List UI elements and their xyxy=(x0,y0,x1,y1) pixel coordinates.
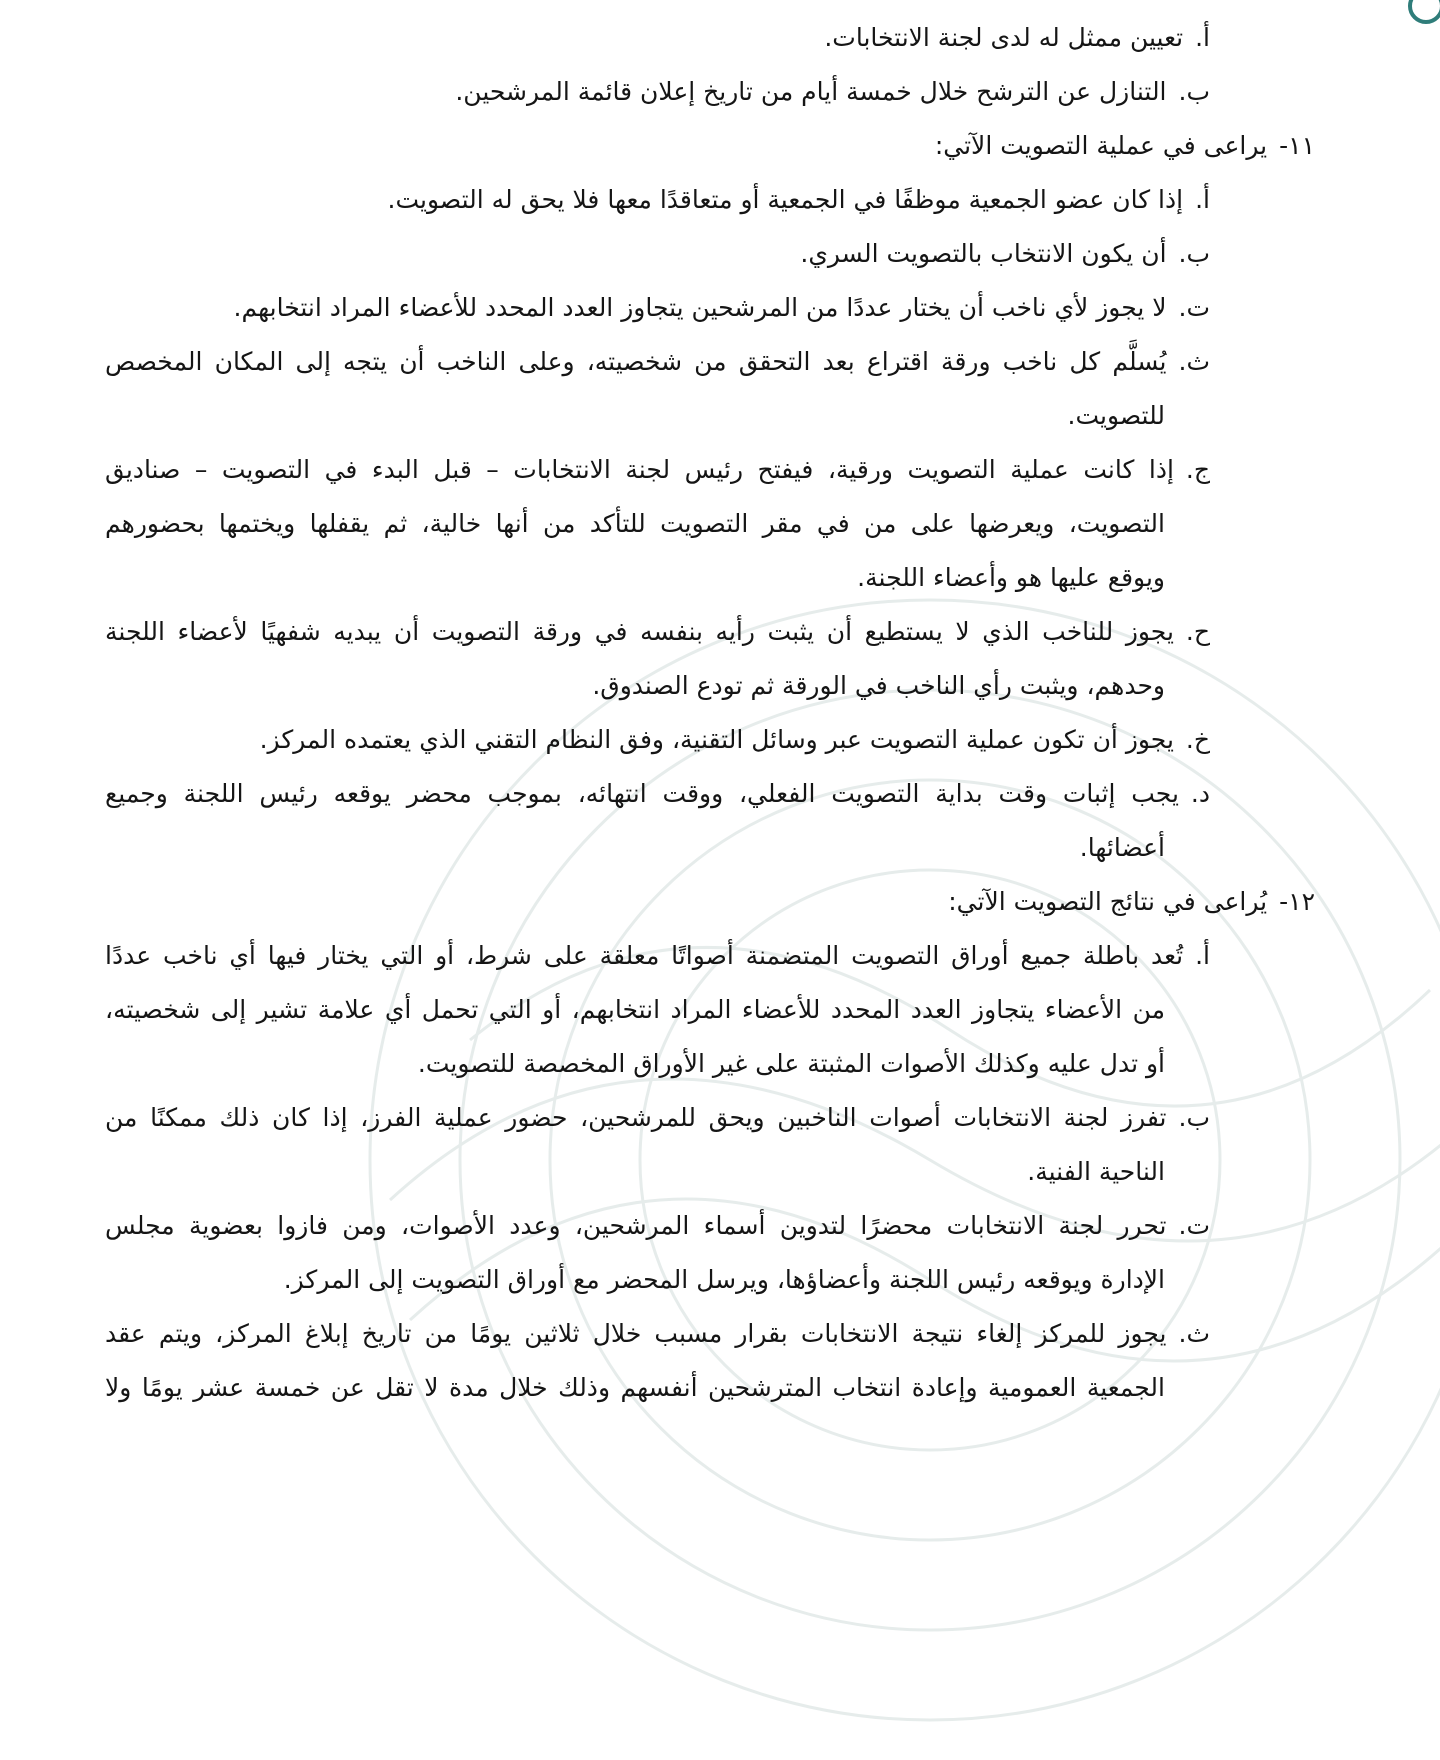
doc-line xyxy=(105,776,1210,812)
doc-line xyxy=(824,20,1210,56)
item-label: أ. xyxy=(1195,23,1210,52)
item-text: إذا كانت عملية التصويت ورقية، فيفتح رئيس لجنة الانتخابات – قبل البدء في التصويت – صناديق xyxy=(105,455,1174,484)
clause-text: يراعى في عملية التصويت الآتي: xyxy=(934,131,1268,160)
doc-line xyxy=(260,722,1210,758)
clause-heading-11 xyxy=(935,128,1315,164)
item-label: ت. xyxy=(1178,293,1210,322)
item-text: يُسلَّم كل ناخب ورقة اقتراع بعد التحقق من شخصيته، وعلى الناخب أن يتجه إلى المكان المخصص xyxy=(105,347,1167,376)
doc-line-continuation xyxy=(284,1262,1165,1298)
doc-line-continuation xyxy=(105,992,1165,1028)
item-text: أعضائها. xyxy=(1079,833,1165,862)
item-text: يجوز للناخب الذي لا يستطيع أن يثبت رأيه بنفسه في ورقة التصويت أن يبديه شفهيًا لأعضاء اللجنة xyxy=(105,617,1174,646)
item-label: أ. xyxy=(1195,185,1210,214)
item-label: ث. xyxy=(1178,347,1210,376)
doc-line-continuation xyxy=(857,560,1165,596)
clause-text: يُراعى في نتائج التصويت الآتي: xyxy=(948,887,1268,916)
item-label: خ. xyxy=(1185,725,1210,754)
item-text: أن يكون الانتخاب بالتصويت السري. xyxy=(800,239,1167,268)
item-label: ث. xyxy=(1178,1319,1210,1348)
item-text: وحدهم، ويثبت رأي الناخب في الورقة ثم تودع الصندوق. xyxy=(592,671,1165,700)
doc-line-continuation xyxy=(1068,398,1166,434)
doc-line-continuation xyxy=(105,1370,1165,1406)
item-text: الإدارة ويوقعه رئيس اللجنة وأعضاؤها، ويرسل المحضر مع أوراق التصويت إلى المركز. xyxy=(283,1265,1165,1294)
item-text: أو تدل عليه وكذلك الأصوات المثبتة على غير الأوراق المخصصة للتصويت. xyxy=(417,1049,1165,1078)
item-text: تفرز لجنة الانتخابات أصوات الناخبين ويحق للمرشحين، حضور عملية الفرز، إذا كان ذلك ممكنًا من xyxy=(105,1103,1167,1132)
item-label: ب. xyxy=(1178,77,1210,106)
doc-line xyxy=(105,938,1210,974)
item-text: الناحية الفنية. xyxy=(1027,1157,1165,1186)
item-text: الجمعية العمومية وإعادة انتخاب المترشحين أنفسهم وذلك خلال مدة لا تقل عن خمسة عشر يومًا ولا xyxy=(105,1373,1165,1402)
doc-line-continuation xyxy=(592,668,1165,704)
doc-line xyxy=(388,182,1210,218)
item-label: ج. xyxy=(1185,455,1210,484)
item-text: تعيين ممثل له لدى لجنة الانتخابات. xyxy=(824,23,1184,52)
item-text: تُعد باطلة جميع أوراق التصويت المتضمنة أصواتًا معلقة على شرط، أو التي يختار فيها أي ناخب عددًا xyxy=(105,941,1184,970)
item-text: التصويت، ويعرضها على من في مقر التصويت للتأكد من أنها خالية، ثم يقفلها ويختمها بحضورهم xyxy=(105,509,1165,538)
doc-line xyxy=(800,236,1210,272)
item-text: إذا كان عضو الجمعية موظفًا في الجمعية أو متعاقدًا معها فلا يحق له التصويت. xyxy=(387,185,1184,214)
item-text: ويوقع عليها هو وأعضاء اللجنة. xyxy=(857,563,1165,592)
item-text: من الأعضاء يتجاوز العدد المحدد للأعضاء المراد انتخابهم، أو التي تحمل أي علامة تشير إلى شخصيته، xyxy=(105,995,1165,1024)
clause-number: ١١- xyxy=(1279,131,1315,160)
clause-number: ١٢- xyxy=(1279,887,1315,916)
doc-line-continuation xyxy=(1080,830,1165,866)
item-text: يجب إثبات وقت بداية التصويت الفعلي، ووقت انتهائه، بموجب محضر يوقعه رئيس اللجنة وجميع xyxy=(105,779,1179,808)
clause-heading-12 xyxy=(948,884,1315,920)
doc-line xyxy=(455,74,1210,110)
item-text: يجوز للمركز إلغاء نتيجة الانتخابات بقرار مسبب خلال ثلاثين يومًا من تاريخ إبلاغ المركز، ويتم عقد xyxy=(105,1319,1167,1348)
item-label: أ. xyxy=(1195,941,1210,970)
item-text: التنازل عن الترشح خلال خمسة أيام من تاريخ إعلان قائمة المرشحين. xyxy=(455,77,1167,106)
item-label: د. xyxy=(1190,779,1210,808)
doc-line xyxy=(105,1208,1210,1244)
doc-line xyxy=(105,452,1210,488)
item-label: ح. xyxy=(1185,617,1210,646)
doc-line-continuation xyxy=(418,1046,1165,1082)
doc-line xyxy=(105,1316,1210,1352)
doc-line-continuation xyxy=(105,506,1165,542)
item-text: يجوز أن تكون عملية التصويت عبر وسائل التقنية، وفق النظام التقني الذي يعتمده المركز. xyxy=(259,725,1174,754)
doc-line xyxy=(105,614,1210,650)
doc-line xyxy=(105,1100,1210,1136)
item-text: تحرر لجنة الانتخابات محضرًا لتدوين أسماء المرشحين، وعدد الأصوات، ومن فازوا بعضوية مجلس xyxy=(105,1211,1167,1240)
item-label: ب. xyxy=(1178,1103,1210,1132)
item-text: للتصويت. xyxy=(1067,401,1165,430)
item-label: ت. xyxy=(1178,1211,1210,1240)
doc-line xyxy=(105,344,1210,380)
item-label: ب. xyxy=(1178,239,1210,268)
doc-line-continuation xyxy=(1027,1154,1165,1190)
item-text: لا يجوز لأي ناخب أن يختار عددًا من المرشحين يتجاوز العدد المحدد للأعضاء المراد انتخابهم. xyxy=(233,293,1167,322)
doc-line xyxy=(234,290,1210,326)
